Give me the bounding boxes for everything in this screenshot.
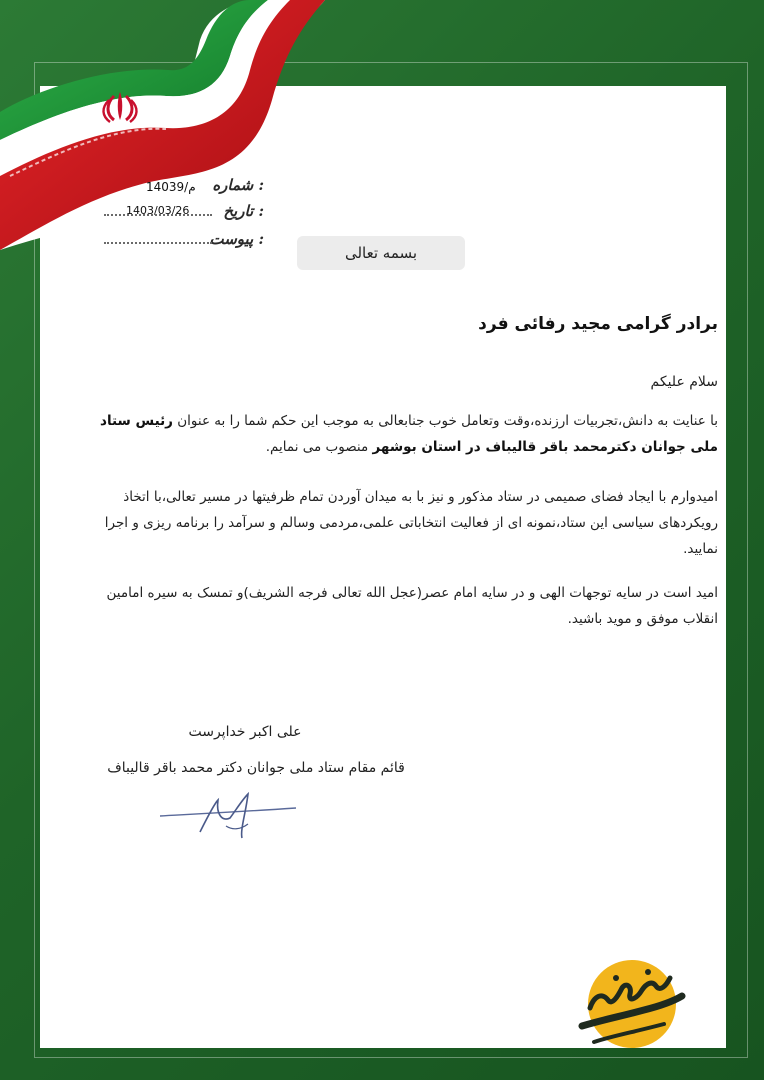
letter-meta: [104, 176, 264, 256]
date-row: [104, 202, 264, 224]
recipient-line: برادر گرامی مجید رفائی فرد: [478, 314, 718, 334]
basmala: بسمه تعالی: [297, 236, 465, 270]
number-value: 14039/م: [146, 180, 196, 194]
date-label: تاریخ :: [223, 202, 264, 220]
paragraph-closing: امید است در سایه توجهات الهی و در سایه امام عصر(عجل الله تعالی فرجه الشریف)و تمسک به سیره امامین انقلاب موفق و موید باشید.: [106, 585, 718, 627]
signatory-title: قائم مقام ستاد ملی جوانان دکتر محمد باقر قالیباف: [107, 760, 405, 776]
paragraph-appointment-end: منصوب می نمایم.: [265, 439, 373, 455]
attachment-dotted-line: [104, 242, 212, 244]
attachment-row: [104, 230, 264, 252]
appointment-position: رئیس ستاد ملی جوانان دکترمحمد باقر قالیباف در استان بوشهر: [100, 413, 718, 455]
paragraph-appointment: [78, 408, 718, 460]
date-value: 1403/03/26: [126, 204, 190, 217]
number-row: [104, 176, 264, 198]
signatory-name: علی اکبر خداپرست: [188, 724, 302, 740]
paragraph-hope: امیدوارم با ایجاد فضای صمیمی در ستاد مذکور و نیز با به میدان آوردن تمام ظرفیتها در مسیر تعالی،با اتخاذ رویکردهای سیاسی این ستاد،نمونه ای از فعالیت انتخاباتی علمی،مردمی وسالم و سرآمد را برنامه ریزی و اجرا نمایید.: [104, 489, 718, 557]
attachment-label: پیوست :: [209, 230, 264, 248]
date-dotted-line: [104, 214, 212, 216]
paragraph-appointment-start: با عنایت به دانش،تجربیات ارزنده،وقت وتعامل خوب جنابعالی به موجب این حکم شما را به عنوان: [172, 413, 718, 429]
handwritten-signature: [156, 786, 306, 846]
greeting: سلام علیکم: [650, 374, 718, 390]
number-label: شماره :: [212, 176, 264, 194]
campaign-logo: [572, 956, 688, 1056]
